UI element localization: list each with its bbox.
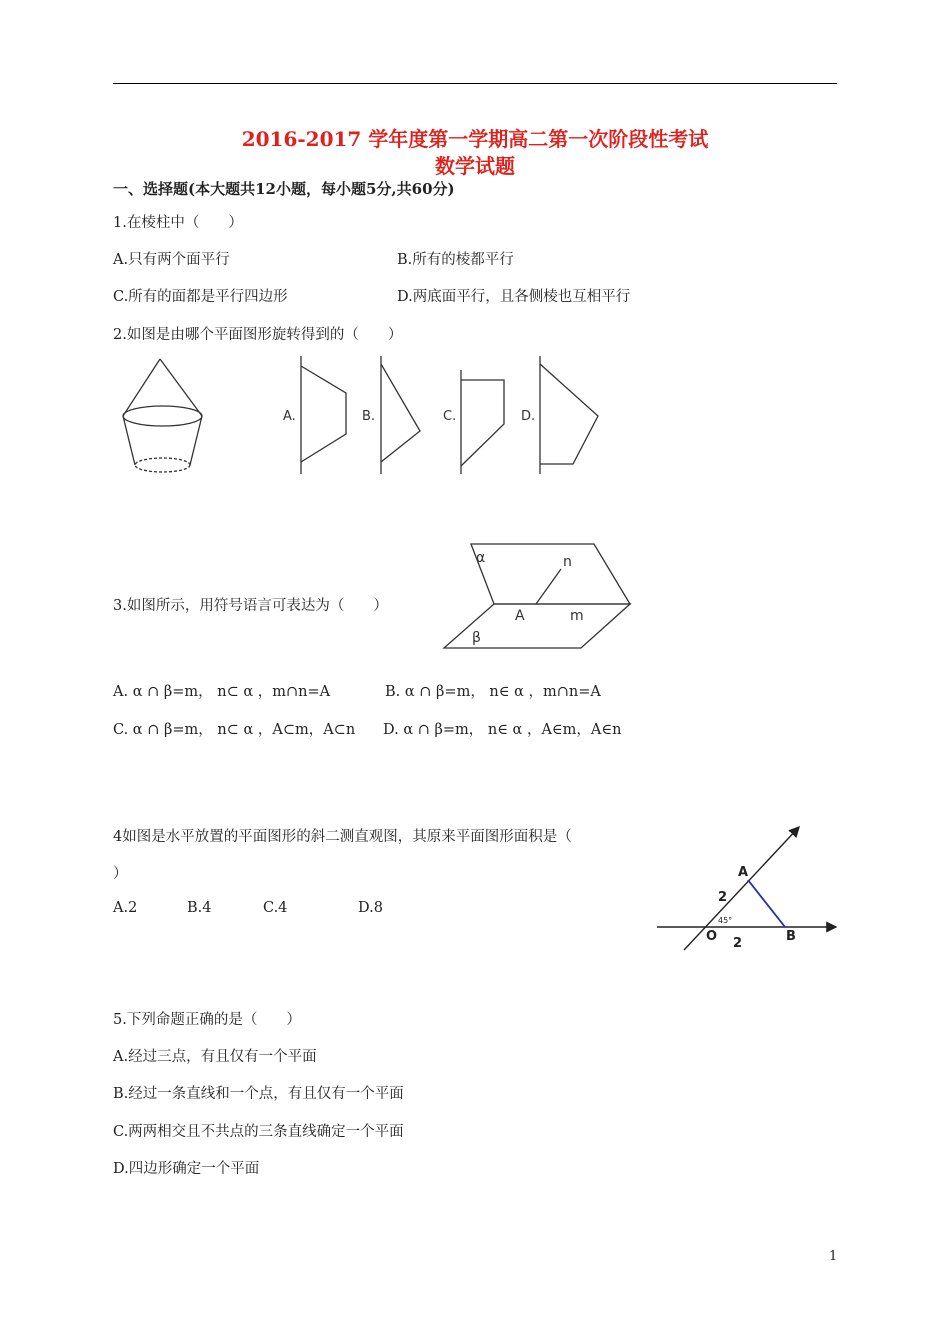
q5-option-c: C.两两相交且不共点的三条直线确定一个平面 [113,1124,404,1140]
q4-option-a: A.2 [113,900,138,916]
line-n [536,569,561,604]
exam-subtitle: 数学试题 [435,154,515,178]
page-number: 1 [829,1249,838,1264]
q2-shape-b [381,356,420,474]
label-point-b: B [786,929,796,944]
q4-option-d: D.8 [358,900,383,916]
q4-option-c: C.4 [263,900,288,916]
label-n: n [563,554,572,570]
q2-shape-a [301,356,346,474]
label-angle: 45° [718,916,733,925]
q3-option-c: C. α ∩ β=m， n⊂ α ，A⊂m，A⊂n [113,722,356,738]
q3-stem: 3.如图所示，用符号语言可表达为（ ） [113,598,388,614]
plane-alpha [471,544,630,604]
label-side-oa: 2 [718,890,728,905]
q2-figures [113,350,613,480]
section-heading: 一、选择题(本大题共12小题，每小题5分,共60分) [113,180,455,198]
q5-stem: 5.下列命题正确的是（ ） [113,1012,301,1028]
q4-oblique-figure [654,822,840,954]
q1-option-d: D.两底面平行，且各侧棱也互相平行 [397,289,631,305]
label-beta: β [472,630,481,646]
q2-shape-d [540,356,598,474]
q5-option-b: B.经过一条直线和一个点，有且仅有一个平面 [113,1086,404,1102]
q3-option-a: A. α ∩ β=m， n⊂ α ，m∩n=A [113,684,331,700]
q2-stem: 2.如图是由哪个平面图形旋转得到的（ ） [113,327,403,343]
q2-shape-c [461,370,504,474]
oblique-axis [684,827,799,950]
q4-option-b: B.4 [187,900,212,916]
q2-label-b: B. [362,409,376,424]
q5-option-d: D.四边形确定一个平面 [113,1161,260,1177]
q4-stem-line1: 4如图是水平放置的平面图形的斜二测直观图，其原来平面图形面积是（ [113,829,572,845]
q3-option-b: B. α ∩ β=m， n∈ α ，m∩n=A [385,684,601,700]
segment-ab [748,880,785,927]
label-point-a: A [738,865,749,880]
q5-option-a: A.经过三点，有且仅有一个平面 [113,1049,317,1065]
label-m: m [570,608,584,624]
label-point-a: A [515,608,525,624]
solid-of-revolution [123,359,202,472]
q1-option-a: A.只有两个面平行 [113,252,230,268]
q2-label-a: A. [283,409,296,424]
label-origin: O [706,929,718,944]
q1-option-b: B.所有的棱都平行 [397,252,514,268]
q2-label-c: C. [443,409,457,424]
header-rule [113,83,837,84]
q3-figure-planes [440,538,640,654]
label-alpha: α [476,550,486,566]
q1-option-c: C.所有的面都是平行四边形 [113,289,288,305]
q2-label-d: D. [521,409,536,424]
label-side-ob: 2 [733,936,743,951]
q1-stem: 1.在棱柱中（ ） [113,215,243,231]
q3-option-d: D. α ∩ β=m， n∈ α ，A∈m，A∈n [383,722,622,738]
exam-title: 2016-2017 学年度第一学期高二第一次阶段性考试 [241,127,709,151]
q4-stem-line2: ） [113,866,128,882]
